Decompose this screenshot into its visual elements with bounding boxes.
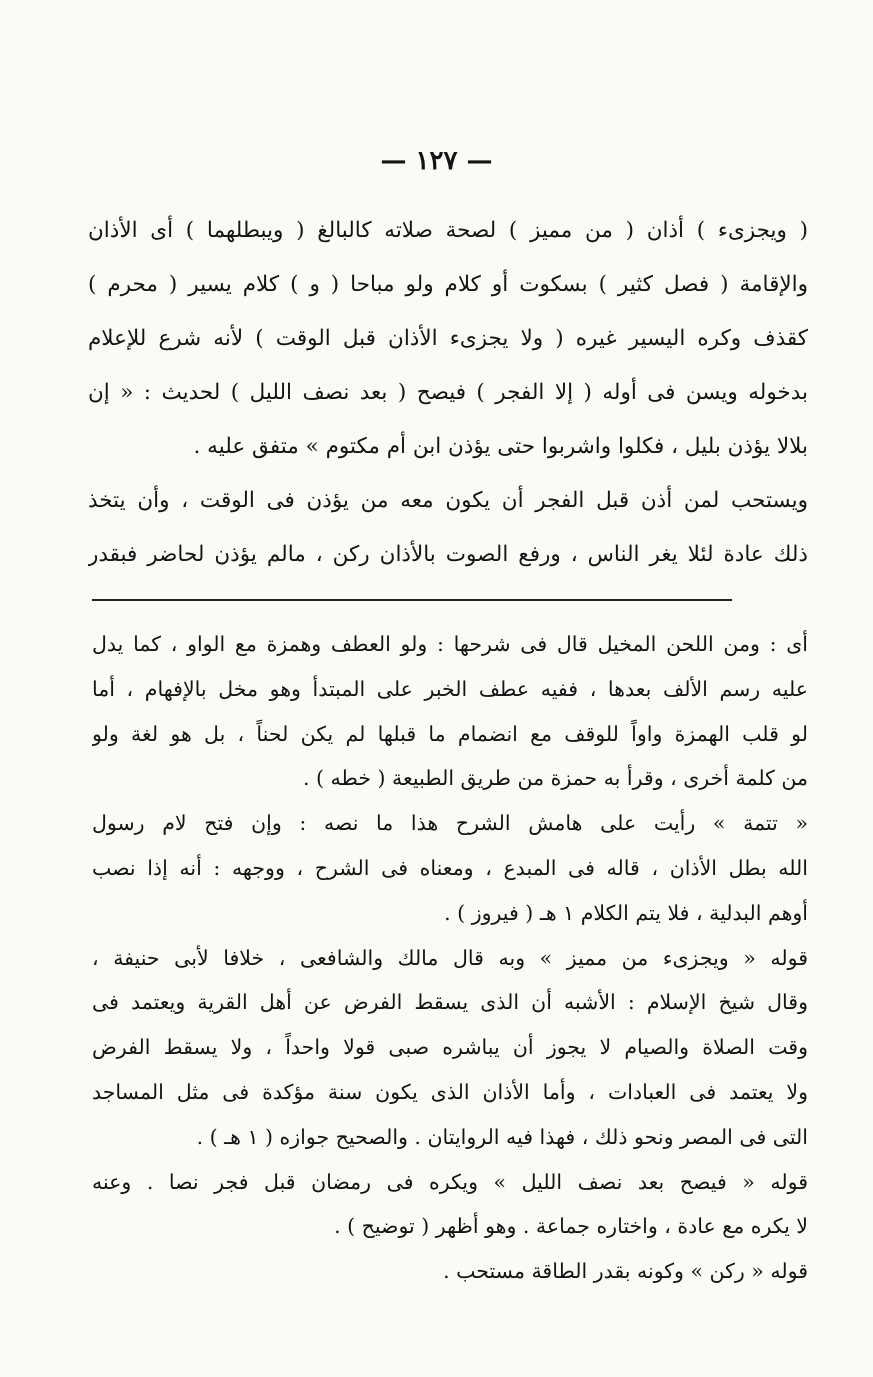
- page-number: — ١٢٧ —: [380, 146, 493, 176]
- footnote-line: وقال شيخ الإسلام : الأشبه أن الذى يسقط الفرض عن أهل القرية ويعتمد فى: [92, 990, 808, 1015]
- main-text-line: ( ويجزىء ) أذان ( من مميز ) لصحة صلاته كالبالغ ( ويبطلهما ) أى الأذان: [88, 218, 808, 243]
- footnote-line: من كلمة أخرى ، وقرأ به حمزة من طريق الطبيعة ( خطه ) .: [302, 766, 808, 791]
- footnote-line: الله بطل الأذان ، قاله فى المبدع ، ومعناه فى الشرح ، ووجهه : أنه إذا نصب: [92, 855, 808, 880]
- main-text-line: والإقامة ( فصل كثير ) بسكوت أو كلام ولو مباحا ( و ) كلام يسير ( محرم ): [88, 272, 808, 297]
- footnotes-block: [92, 622, 808, 1294]
- footnote-line: قوله « ركن » وكونه بقدر الطاقة مستحب .: [443, 1259, 808, 1284]
- footnote-line: وقت الصلاة والصيام لا يجوز أن يباشره صبى قولا واحداً ، ولا يسقط الفرض: [92, 1035, 808, 1060]
- footnote-line: لو قلب الهمزة واواً للوقف مع انضمام ما قبلها لم يكن لحناً ، بل هو لغة ولو: [92, 721, 808, 746]
- footnote-line: التى فى المصر ونحو ذلك ، فهذا فيه الروايتان . والصحيح جوازه ( ١ هـ ) .: [196, 1124, 808, 1149]
- footnote-line: قوله « فيصح بعد نصف الليل » ويكره فى رمضان قبل فجر نصا . وعنه: [92, 1169, 808, 1194]
- footnote-line: عليه رسم الألف بعدها ، ففيه عطف الخبر على المبتدأ وهو مخل بالإفهام ، أما: [92, 676, 808, 701]
- main-text-line: بلالا يؤذن بليل ، فكلوا واشربوا حتى يؤذن ابن أم مكتوم » متفق عليه .: [193, 434, 808, 459]
- main-text-line: كقذف وكره اليسير غيره ( ولا يجزىء الأذان قبل الوقت ) لأنه شرع للإعلام: [88, 326, 808, 351]
- main-text-line: بدخوله ويسن فى أوله ( إلا الفجر ) فيصح ( بعد نصف الليل ) لحديث : « إن: [88, 380, 808, 405]
- footnote-line: ولا يعتمد فى العبادات ، وأما الأذان الذى يكون سنة مؤكدة فى مثل المساجد: [92, 1079, 808, 1104]
- main-text-line: ويستحب لمن أذن قبل الفجر أن يكون معه من يؤذن فى الوقت ، وأن يتخذ: [88, 488, 808, 513]
- footnote-line: قوله « ويجزىء من مميز » وبه قال مالك والشافعى ، خلافا لأبى حنيفة ،: [92, 945, 808, 970]
- main-text-line: ذلك عادة لئلا يغر الناس ، ورفع الصوت بالأذان ركن ، مالم يؤذن لحاضر فبقدر: [88, 542, 808, 567]
- footnote-line: « تتمة » رأيت على هامش الشرح هذا ما نصه : وإن فتح لام رسول: [92, 811, 808, 836]
- footnote-line: أوهم البدلية ، فلا يتم الكلام ١ هـ ( فيروز ) .: [444, 900, 808, 925]
- footnote-divider: [92, 599, 732, 601]
- footnote-line: لا يكره مع عادة ، واختاره جماعة . وهو أظهر ( توضيح ) .: [334, 1214, 808, 1239]
- main-text-block: [88, 204, 808, 582]
- footnote-line: أى : ومن اللحن المخيل قال فى شرحها : ولو العطف وهمزة مع الواو ، كما يدل: [92, 632, 808, 656]
